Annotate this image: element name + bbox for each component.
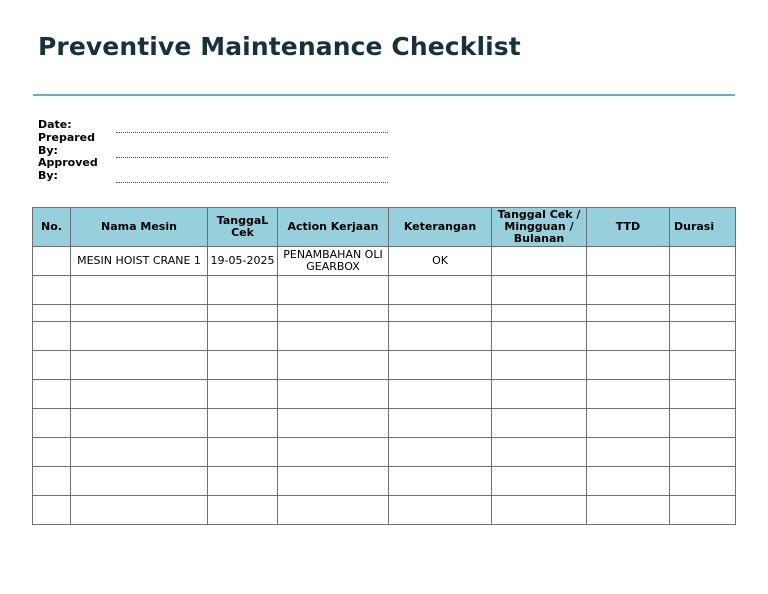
cell-periode-cek[interactable]	[492, 409, 587, 438]
cell-tanggal-cek[interactable]	[208, 496, 278, 525]
header-periode-cek: Tanggal Cek / Mingguan / Bulanan	[492, 208, 587, 247]
cell-nama-mesin[interactable]	[71, 322, 208, 351]
cell-durasi[interactable]	[670, 438, 736, 467]
cell-ttd[interactable]	[587, 380, 670, 409]
cell-nama-mesin[interactable]	[71, 438, 208, 467]
cell-periode-cek[interactable]	[492, 380, 587, 409]
cell-durasi[interactable]	[670, 322, 736, 351]
cell-keterangan[interactable]: OK	[389, 247, 492, 276]
header-ttd: TTD	[587, 208, 670, 247]
cell-ttd[interactable]	[587, 247, 670, 276]
cell-no[interactable]	[33, 305, 71, 322]
cell-no[interactable]	[33, 380, 71, 409]
prepared-by-label: Prepared By:	[38, 131, 96, 157]
cell-tanggal-cek[interactable]	[208, 409, 278, 438]
cell-tanggal-cek[interactable]	[208, 276, 278, 305]
cell-nama-mesin[interactable]	[71, 467, 208, 496]
cell-keterangan[interactable]	[389, 467, 492, 496]
cell-ttd[interactable]	[587, 276, 670, 305]
cell-keterangan[interactable]	[389, 305, 492, 322]
cell-periode-cek[interactable]	[492, 322, 587, 351]
cell-keterangan[interactable]	[389, 276, 492, 305]
table-row	[33, 276, 736, 305]
cell-nama-mesin[interactable]	[71, 496, 208, 525]
table-row	[33, 438, 736, 467]
cell-durasi[interactable]	[670, 247, 736, 276]
cell-no[interactable]	[33, 496, 71, 525]
cell-durasi[interactable]	[670, 467, 736, 496]
cell-action-kerjaan[interactable]: PENAMBAHAN OLI GEARBOX	[278, 247, 389, 276]
cell-tanggal-cek[interactable]	[208, 351, 278, 380]
cell-ttd[interactable]	[587, 438, 670, 467]
cell-no[interactable]	[33, 409, 71, 438]
cell-nama-mesin[interactable]	[71, 380, 208, 409]
header-durasi: Durasi	[670, 208, 736, 247]
cell-ttd[interactable]	[587, 467, 670, 496]
cell-periode-cek[interactable]	[492, 467, 587, 496]
cell-action-kerjaan[interactable]	[278, 351, 389, 380]
cell-keterangan[interactable]	[389, 351, 492, 380]
cell-keterangan[interactable]	[389, 496, 492, 525]
table-row	[33, 380, 736, 409]
cell-periode-cek[interactable]	[492, 247, 587, 276]
cell-action-kerjaan[interactable]	[278, 305, 389, 322]
checklist-table	[32, 207, 736, 525]
date-label: Date:	[38, 118, 72, 131]
cell-action-kerjaan[interactable]	[278, 496, 389, 525]
cell-durasi[interactable]	[670, 351, 736, 380]
cell-nama-mesin[interactable]	[71, 276, 208, 305]
cell-action-kerjaan[interactable]	[278, 467, 389, 496]
approved-by-field[interactable]	[116, 182, 388, 183]
header-no: No.	[33, 208, 71, 247]
cell-durasi[interactable]	[670, 380, 736, 409]
cell-action-kerjaan[interactable]	[278, 380, 389, 409]
cell-periode-cek[interactable]	[492, 438, 587, 467]
table-row	[33, 496, 736, 525]
cell-ttd[interactable]	[587, 305, 670, 322]
cell-tanggal-cek[interactable]	[208, 380, 278, 409]
cell-nama-mesin[interactable]	[71, 351, 208, 380]
cell-ttd[interactable]	[587, 322, 670, 351]
cell-periode-cek[interactable]	[492, 496, 587, 525]
cell-periode-cek[interactable]	[492, 276, 587, 305]
cell-tanggal-cek[interactable]	[208, 467, 278, 496]
cell-nama-mesin[interactable]	[71, 409, 208, 438]
cell-tanggal-cek[interactable]: 19-05-2025	[208, 247, 278, 276]
cell-no[interactable]	[33, 322, 71, 351]
cell-no[interactable]	[33, 351, 71, 380]
cell-nama-mesin[interactable]: MESIN HOIST CRANE 1	[71, 247, 208, 276]
cell-nama-mesin[interactable]	[71, 305, 208, 322]
cell-periode-cek[interactable]	[492, 305, 587, 322]
cell-durasi[interactable]	[670, 409, 736, 438]
cell-keterangan[interactable]	[389, 380, 492, 409]
cell-ttd[interactable]	[587, 496, 670, 525]
cell-tanggal-cek[interactable]	[208, 305, 278, 322]
header-tanggal-cek: TanggaL Cek	[208, 208, 278, 247]
cell-action-kerjaan[interactable]	[278, 438, 389, 467]
cell-keterangan[interactable]	[389, 438, 492, 467]
table-row	[33, 247, 736, 276]
cell-periode-cek[interactable]	[492, 351, 587, 380]
page-title: Preventive Maintenance Checklist	[38, 32, 521, 61]
cell-durasi[interactable]	[670, 496, 736, 525]
prepared-by-field[interactable]	[116, 157, 388, 158]
cell-ttd[interactable]	[587, 409, 670, 438]
cell-durasi[interactable]	[670, 276, 736, 305]
table-row	[33, 322, 736, 351]
cell-no[interactable]	[33, 438, 71, 467]
cell-keterangan[interactable]	[389, 322, 492, 351]
approved-by-label: Approved By:	[38, 156, 98, 182]
cell-no[interactable]	[33, 467, 71, 496]
cell-no[interactable]	[33, 247, 71, 276]
cell-tanggal-cek[interactable]	[208, 322, 278, 351]
cell-action-kerjaan[interactable]	[278, 276, 389, 305]
cell-action-kerjaan[interactable]	[278, 322, 389, 351]
table-row	[33, 467, 736, 496]
table-row	[33, 351, 736, 380]
cell-keterangan[interactable]	[389, 409, 492, 438]
header-action-kerjaan: Action Kerjaan	[278, 208, 389, 247]
cell-ttd[interactable]	[587, 351, 670, 380]
table-row	[33, 305, 736, 322]
cell-no[interactable]	[33, 276, 71, 305]
cell-durasi[interactable]	[670, 305, 736, 322]
header-nama-mesin: Nama Mesin	[71, 208, 208, 247]
header-keterangan: Keterangan	[389, 208, 492, 247]
title-divider	[33, 94, 735, 96]
table-header-row	[33, 208, 736, 247]
table-row	[33, 409, 736, 438]
date-field[interactable]	[116, 132, 388, 133]
cell-tanggal-cek[interactable]	[208, 438, 278, 467]
cell-action-kerjaan[interactable]	[278, 409, 389, 438]
